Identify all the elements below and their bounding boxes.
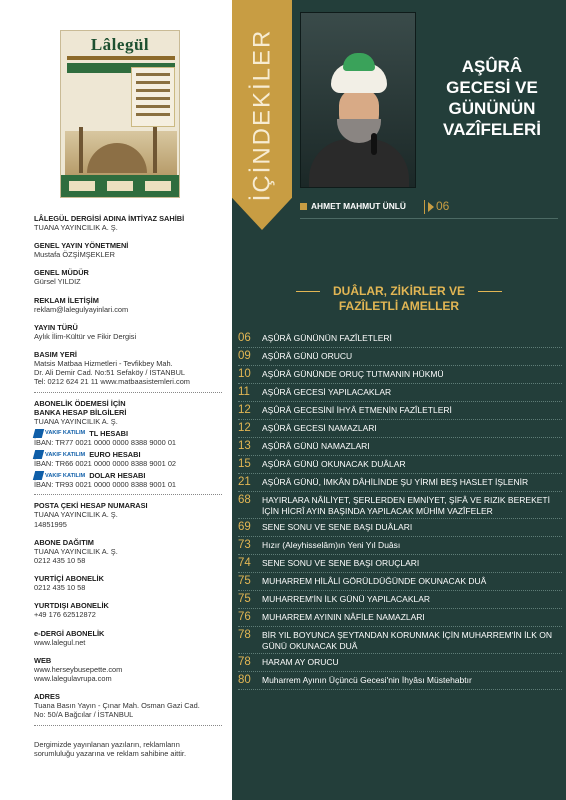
- toc-entry[interactable]: [238, 384, 562, 402]
- toc-entry[interactable]: [238, 402, 562, 420]
- divider: [34, 392, 222, 393]
- toc-title: AŞÛRÂ GÜNÜ OKUNACAK DUÂLAR: [262, 459, 406, 469]
- toc-entry[interactable]: [238, 474, 562, 492]
- toc-entry[interactable]: [238, 555, 562, 573]
- toc-title: MUHARREM AYININ NÂFİLE NAMAZLARI: [262, 612, 425, 622]
- toc-entry[interactable]: [238, 519, 562, 537]
- author-name: AHMET MAHMUT ÜNLÜ: [311, 201, 406, 211]
- toc-title: AŞÛRÂ GÜNÜNÜN FAZÎLETLERİ: [262, 333, 392, 343]
- imprint-block: [34, 214, 224, 732]
- toc-entry[interactable]: [238, 654, 562, 672]
- bank-account-tl: VAKIF KATILIM TL HESABI: [34, 429, 224, 438]
- toc-title: HARAM AY ORUCU: [262, 657, 339, 667]
- toc-page-number: 75: [238, 575, 251, 587]
- minaret-left: [79, 127, 83, 173]
- toc-page-number: 69: [238, 521, 251, 533]
- toc-title: MUHARREM HİLÂLİ GÖRÜLDÜĞÜNDE OKUNACAK DUÂ: [262, 576, 487, 586]
- imprint-edergi: e-DERGİ ABONELİK www.lalegul.net: [34, 628, 105, 647]
- table-of-contents: [238, 330, 562, 690]
- toc-title: SENE SONU VE SENE BAŞI DUÂLARI: [262, 522, 413, 532]
- toc-page-number: 68: [238, 494, 251, 506]
- toc-title: AŞÛRÂ GECESİ NAMAZLARI: [262, 423, 377, 433]
- bank-account-dollar: VAKIF KATILIM DOLAR HESABI: [34, 471, 224, 480]
- imprint-web: WEB www.herseybusepette.com www.lalegulavrupa.com: [34, 655, 123, 684]
- toc-title: AŞÛRÂ GECESİNİ İHYÂ ETMENİN FAZÎLETLERİ: [262, 405, 452, 415]
- toc-page-number: 13: [238, 440, 251, 452]
- imprint-domestic: YURTİÇİ ABONELİK 0212 435 10 58: [34, 574, 104, 593]
- toc-page-number: 12: [238, 404, 251, 416]
- toc-page-number: 10: [238, 368, 251, 380]
- toc-entry[interactable]: [238, 609, 562, 627]
- toc-entry[interactable]: [238, 366, 562, 384]
- divider: [34, 494, 222, 495]
- toc-entry[interactable]: [238, 672, 562, 690]
- contents-heading: İÇİNDEKİLER: [248, 28, 276, 202]
- feature-title: AŞÛRÂ GECESİ VE GÜNÜNÜN VAZÎFELERİ: [443, 57, 541, 139]
- toc-title: AŞÛRÂ GÜNÜ, İMKÂN DÂHİLİNDE ŞU YİRMİ BEŞ HASLET İŞLENİR: [262, 477, 529, 487]
- toc-entry[interactable]: [238, 330, 562, 348]
- section-title: DUÂLAR, ZİKİRLER VE FAZÎLETLİ AMELLER: [284, 284, 514, 314]
- toc-page-number: 78: [238, 656, 251, 668]
- feature-byline: [300, 200, 558, 216]
- vakif-katilim-logo: VAKIF KATILIM: [34, 450, 85, 459]
- toc-entry[interactable]: [238, 591, 562, 609]
- imprint-editor: GENEL YAYIN YÖNETMENİ Mustafa ÖZŞİMŞEKLER: [34, 241, 129, 260]
- imprint-address: ADRES Tuana Basın Yayın - Çınar Mah. Osman Gazi Cad. No: 50/A Bağcılar / İSTANBUL: [34, 692, 200, 720]
- bank-account-euro: VAKIF KATILIM EURO HESABI: [34, 450, 224, 459]
- toc-title: AŞÛRÂ GÜNÜNDE ORUÇ TUTMANIN HÜKMÜ: [262, 369, 444, 379]
- imprint-bank: ABONELİK ÖDEMESİ İÇİN BANKA HESAP BİLGİLERİ TUANA YAYINCILIK A. Ş. VAKIF KATILIM TL HESABI İBAN: TR77 0021 0000 0000 8388 9000 01 VAKIF KATILIM EURO HESABI İBAN: TR66 0021 0000 0000 8388 9001 02 VAKIF KATILIM DOLAR HESABI İBAN: TR93 0021 0000 0000 8388 9001 01: [34, 399, 224, 490]
- toc-title: Muharrem Ayının Üçüncü Gecesi'nin İhyâsı Müstehabtır: [262, 675, 472, 685]
- vakif-katilim-logo: VAKIF KATILIM: [34, 471, 85, 480]
- toc-page-number: 74: [238, 557, 251, 569]
- toc-title: Hızır (Aleyhisselâm)ın Yeni Yıl Duâsı: [262, 540, 401, 550]
- imprint-column: [0, 0, 232, 800]
- toc-title: SENE SONU VE SENE BAŞI ORUÇLARI: [262, 558, 420, 568]
- imprint-ads: REKLAM İLETİŞİM reklam@lalegulyayinlari.com: [34, 295, 129, 314]
- disclaimer: Dergimizde yayınlanan yazıların, reklamların sorumluluğu yazarına ve reklam sahibine aittir.: [34, 740, 186, 759]
- toc-entry[interactable]: [238, 492, 562, 519]
- imprint-print: BASIM YERİ Matsis Matbaa Hizmetleri - Tevfikbey Mah. Dr. Ali Demir Cad. No:51 Sefaköy / İSTANBUL Tel: 0212 624 21 11 www.matbaasistemleri.com: [34, 350, 190, 387]
- toc-entry[interactable]: [238, 573, 562, 591]
- cover-logo: Lâlegül: [90, 35, 150, 54]
- toc-page-number: 78: [238, 629, 251, 641]
- microphone-icon: [371, 133, 377, 155]
- minaret-right: [153, 127, 157, 173]
- imprint-type: YAYIN TÜRÜ Aylık İlim-Kültür ve Fikir Dergisi: [34, 322, 137, 341]
- toc-entry[interactable]: [238, 420, 562, 438]
- toc-entry[interactable]: [238, 348, 562, 366]
- toc-entry[interactable]: [238, 627, 562, 654]
- toc-page-number: 76: [238, 611, 251, 623]
- toc-title: AŞÛRÂ GÜNÜ NAMAZLARI: [262, 441, 370, 451]
- toc-page-number: 15: [238, 458, 251, 470]
- toc-title: HAYIRLARA NÂİLİYET, ŞERLERDEN EMNİYET, ŞİFÂ VE RIZIK BEREKETİ İÇİN HİCRÎ AYIN BAŞINDA YAPILACAK MÜHİM VAZÎFELER: [262, 495, 550, 516]
- toc-title: MUHARREM'İN İLK GÜNÜ YAPILACAKLAR: [262, 594, 431, 604]
- toc-page-number: 75: [238, 593, 251, 605]
- cover-ribbon: [131, 67, 175, 127]
- toc-page-number: 21: [238, 476, 251, 488]
- arrow-right-icon: [428, 202, 434, 212]
- toc-page-number: 11: [238, 386, 250, 398]
- square-bullet-icon: [300, 203, 307, 210]
- toc-title: AŞÛRÂ GECESİ YAPILACAKLAR: [262, 387, 392, 397]
- vakif-katilim-logo: VAKIF KATILIM: [34, 429, 85, 438]
- imprint-manager: GENEL MÜDÜR Gürsel YILDIZ: [34, 268, 89, 287]
- toc-entry[interactable]: [238, 537, 562, 555]
- toc-page-number: 80: [238, 674, 251, 686]
- toc-title: AŞÛRÂ GÜNÜ ORUCU: [262, 351, 353, 361]
- imprint-owner: LÂLEGÜL DERGİSİ ADINA İMTİYAZ SAHİBİ TUANA YAYINCILIK A. Ş.: [34, 214, 185, 232]
- magazine-cover-image: [60, 30, 180, 198]
- toc-page-number: 73: [238, 539, 251, 551]
- toc-entry[interactable]: [238, 456, 562, 474]
- divider: [34, 725, 222, 726]
- toc-page-number: 09: [238, 350, 251, 362]
- toc-entry[interactable]: [238, 438, 562, 456]
- imprint-distribution: ABONE DAĞITIM TUANA YAYINCILIK A. Ş. 0212 435 10 58: [34, 537, 118, 566]
- imprint-abroad: YURTDIŞI ABONELİK +49 176 62512872: [34, 601, 109, 620]
- toc-page-number: 06: [238, 332, 251, 344]
- toc-page-number: 12: [238, 422, 251, 434]
- imprint-postal: POSTA ÇEKİ HESAP NUMARASI TUANA YAYINCILIK A. Ş. 14851995: [34, 501, 148, 529]
- feature-page-number[interactable]: 06: [436, 199, 450, 213]
- toc-title: BİR YIL BOYUNCA ŞEYTANDAN KORUNMAK İÇİN MUHARREM'İN İLK ON GÜNÜ OKUNACAK DUÂ: [262, 630, 553, 651]
- author-photo: [300, 12, 416, 188]
- contents-panel: [232, 0, 566, 800]
